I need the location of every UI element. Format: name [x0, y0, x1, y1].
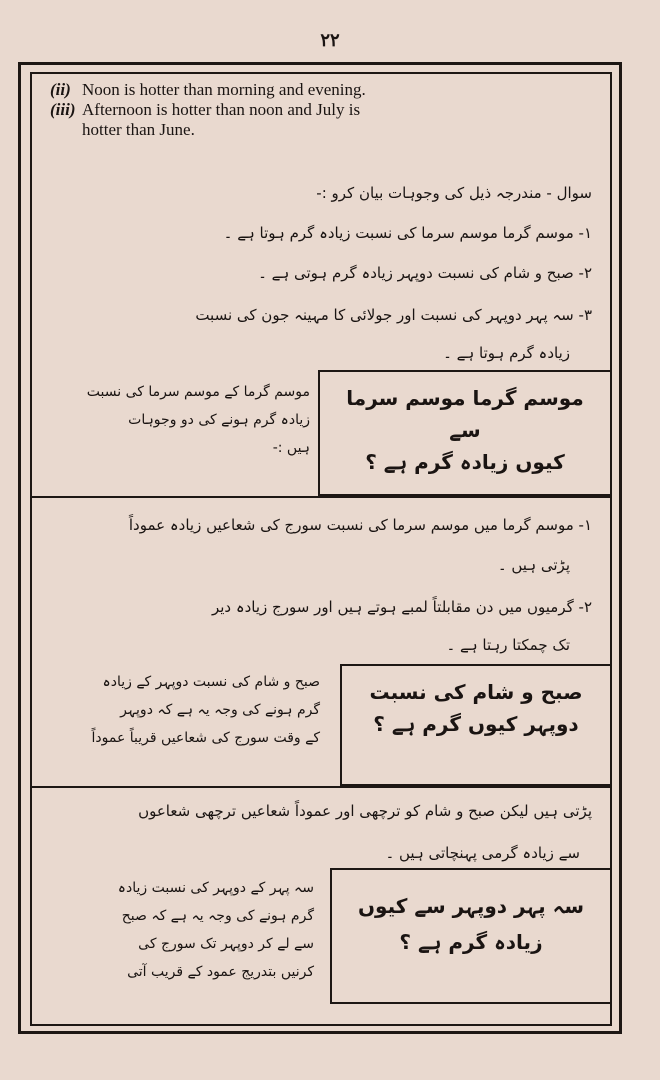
- english-line-2-text: Afternoon is hotter than noon and July is: [82, 100, 361, 119]
- section1-point-1-line-1: ۱- موسم گرما میں موسم سرما کی نسبت سورج کی شعاعیں زیادہ عموداً: [128, 516, 592, 534]
- english-line-2-num: (iii): [50, 100, 76, 119]
- section2-side-line-1: صبح و شام کی نسبت دوپہر کے زیادہ: [102, 674, 320, 690]
- english-line-1-text: Noon is hotter than morning and evening.: [82, 80, 366, 99]
- section3-side-line-2: گرم ہونے کی وجہ یہ ہے کہ صبح: [121, 908, 314, 924]
- english-line-1: [50, 80, 600, 100]
- section3-side-line-3: سے لے کر دوپہر تک سورج کی: [138, 936, 314, 952]
- section1-side-line-2: زیادہ گرم ہونے کی دو وجوہات: [128, 412, 310, 428]
- question-item-3-line-1: ۳- سہ پہر دوپہر کی نسبت اور جولائی کا مہینہ جون کی نسبت: [195, 306, 592, 324]
- section1-point-1-line-2: پڑتی ہیں ۔: [497, 556, 570, 574]
- section2-side-text: [30, 668, 320, 752]
- english-block: [50, 80, 600, 140]
- section3-side-line-4: کرنیں بتدریج عمود کے قریب آتی: [127, 964, 314, 980]
- question-item-1: ۱- موسم گرما موسم سرما کی نسبت زیادہ گرم ہوتا ہے ۔: [223, 224, 592, 242]
- section2-heading-box: [340, 664, 612, 786]
- section2-cont-line-2: سے زیادہ گرمی پہنچاتی ہیں ۔: [385, 844, 580, 862]
- section3-side-line-1: سہ پہر کے دوپہر کی نسبت زیادہ: [117, 880, 314, 896]
- section1-side-line-3: ہیں :-: [272, 440, 310, 456]
- section3-heading-line-2: زیادہ گرم ہے ؟: [399, 930, 543, 954]
- question-heading: سوال - مندرجہ ذیل کی وجوہات بیان کرو :-: [316, 184, 592, 202]
- question-item-2: ۲- صبح و شام کی نسبت دوپہر زیادہ گرم ہوتی ہے ۔: [258, 264, 592, 282]
- section1-point-2-line-2: تک چمکتا رہتا ہے ۔: [446, 636, 570, 654]
- section2-side-line-2: گرم ہونے کی وجہ یہ ہے کہ دوپہر: [120, 702, 320, 718]
- section1-heading-box: [318, 370, 612, 496]
- section2-heading-line-2: دوپہر کیوں گرم ہے ؟: [373, 712, 579, 736]
- page-number: ۲۲: [320, 30, 340, 51]
- section1-divider: [30, 496, 612, 498]
- section1-side-text: [40, 378, 310, 462]
- section1-heading-line-2: کیوں زیادہ گرم ہے ؟: [365, 450, 565, 474]
- section2-side-line-3: کے وقت سورج کی شعاعیں قریباً عموداً: [91, 730, 320, 746]
- english-line-1-num: (ii): [50, 80, 71, 99]
- section2-cont-line-1: پڑتی ہیں لیکن صبح و شام کو ترچھی اور عموداً شعاعیں ترچھی شعاعوں: [138, 802, 592, 820]
- english-line-2: [50, 100, 600, 120]
- section2-divider: [30, 786, 612, 788]
- section3-heading-box: [330, 868, 612, 1004]
- english-line-3: hotter than June.: [82, 120, 195, 139]
- section1-heading-line-1: موسم گرما موسم سرما سے: [346, 386, 584, 442]
- section1-side-line-1: موسم گرما کے موسم سرما کی نسبت: [86, 384, 310, 400]
- section1-point-2-line-1: ۲- گرمیوں میں دن مقابلتاً لمبے ہوتے ہیں اور سورج زیادہ دیر: [211, 598, 592, 616]
- question-item-3-line-2: زیادہ گرم ہوتا ہے ۔: [443, 344, 570, 362]
- section2-heading-line-1: صبح و شام کی نسبت: [369, 680, 583, 704]
- section3-heading-line-1: سہ پہر دوپہر سے کیوں: [357, 894, 585, 918]
- section3-side-text: [34, 874, 314, 986]
